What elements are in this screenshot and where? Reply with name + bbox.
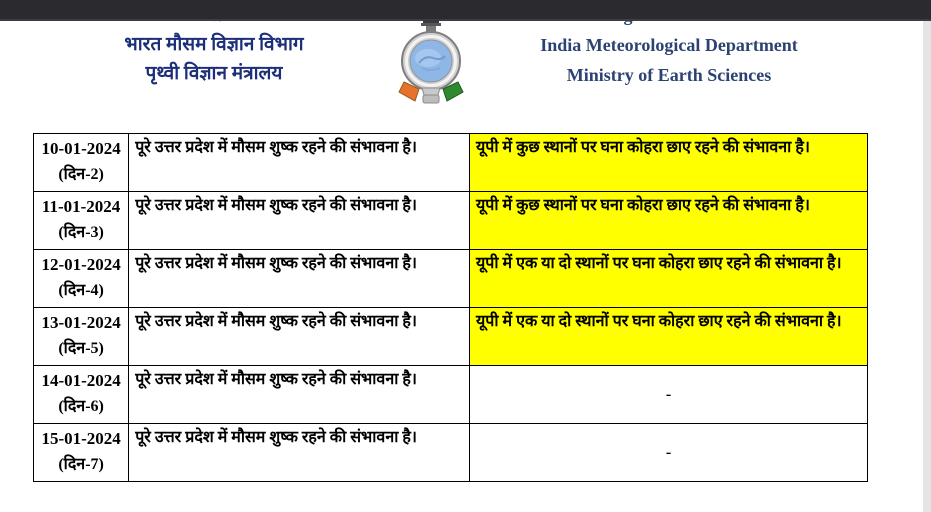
date-label: 10-01-2024 xyxy=(41,139,121,158)
warning-cell: यूपी में एक या दो स्थानों पर घना कोहरा छाए रहने की संभावना है। xyxy=(470,308,868,366)
date-label: 11-01-2024 xyxy=(41,197,121,216)
date-cell xyxy=(34,308,129,366)
table-row xyxy=(34,250,868,308)
table-row xyxy=(34,424,868,482)
forecast-cell: पूरे उत्तर प्रदेश में मौसम शुष्क रहने की संभावना है। xyxy=(129,424,470,482)
day-label: (दिन-7) xyxy=(58,456,104,473)
date-cell xyxy=(34,424,129,482)
date-cell xyxy=(34,134,129,192)
viewer-right-edge xyxy=(923,19,931,512)
day-label: (दिन-5) xyxy=(58,340,104,357)
table-row xyxy=(34,366,868,424)
forecast-cell: पूरे उत्तर प्रदेश में मौसम शुष्क रहने की संभावना है। xyxy=(129,192,470,250)
warning-cell: - xyxy=(470,424,868,482)
org-english-line2: India Meteorological Department xyxy=(540,35,798,55)
org-hindi-line3: पृथ्वी विज्ञान मंत्रालय xyxy=(145,63,283,84)
table-row xyxy=(34,192,868,250)
date-cell xyxy=(34,250,129,308)
day-label: (दिन-2) xyxy=(58,166,104,183)
date-label: 14-01-2024 xyxy=(41,371,121,390)
warning-cell: यूपी में कुछ स्थानों पर घना कोहरा छाए रहने की संभावना है। xyxy=(470,192,868,250)
forecast-cell: पूरे उत्तर प्रदेश में मौसम शुष्क रहने की संभावना है। xyxy=(129,250,470,308)
forecast-table-body xyxy=(34,134,868,482)
day-label: (दिन-4) xyxy=(58,282,104,299)
day-label: (दिन-3) xyxy=(58,224,104,241)
date-label: 15-01-2024 xyxy=(41,429,121,448)
day-label: (दिन-6) xyxy=(58,398,104,415)
warning-cell: यूपी में कुछ स्थानों पर घना कोहरा छाए रहने की संभावना है। xyxy=(470,134,868,192)
date-cell xyxy=(34,192,129,250)
date-label: 13-01-2024 xyxy=(41,313,121,332)
date-cell xyxy=(34,366,129,424)
forecast-cell: पूरे उत्तर प्रदेश में मौसम शुष्क रहने की संभावना है। xyxy=(129,366,470,424)
table-row xyxy=(34,134,868,192)
org-english-line3: Ministry of Earth Sciences xyxy=(566,65,772,85)
warning-cell: - xyxy=(470,366,868,424)
org-hindi-line2: भारत मौसम विज्ञान विभाग xyxy=(124,34,304,55)
date-label: 12-01-2024 xyxy=(41,255,121,274)
forecast-cell: पूरे उत्तर प्रदेश में मौसम शुष्क रहने की संभावना है। xyxy=(129,308,470,366)
forecast-cell: पूरे उत्तर प्रदेश में मौसम शुष्क रहने की संभावना है। xyxy=(129,134,470,192)
table-row xyxy=(34,308,868,366)
forecast-table xyxy=(33,133,868,482)
window-top-bar xyxy=(0,0,931,21)
warning-cell: यूपी में एक या दो स्थानों पर घना कोहरा छाए रहने की संभावना है। xyxy=(470,250,868,308)
